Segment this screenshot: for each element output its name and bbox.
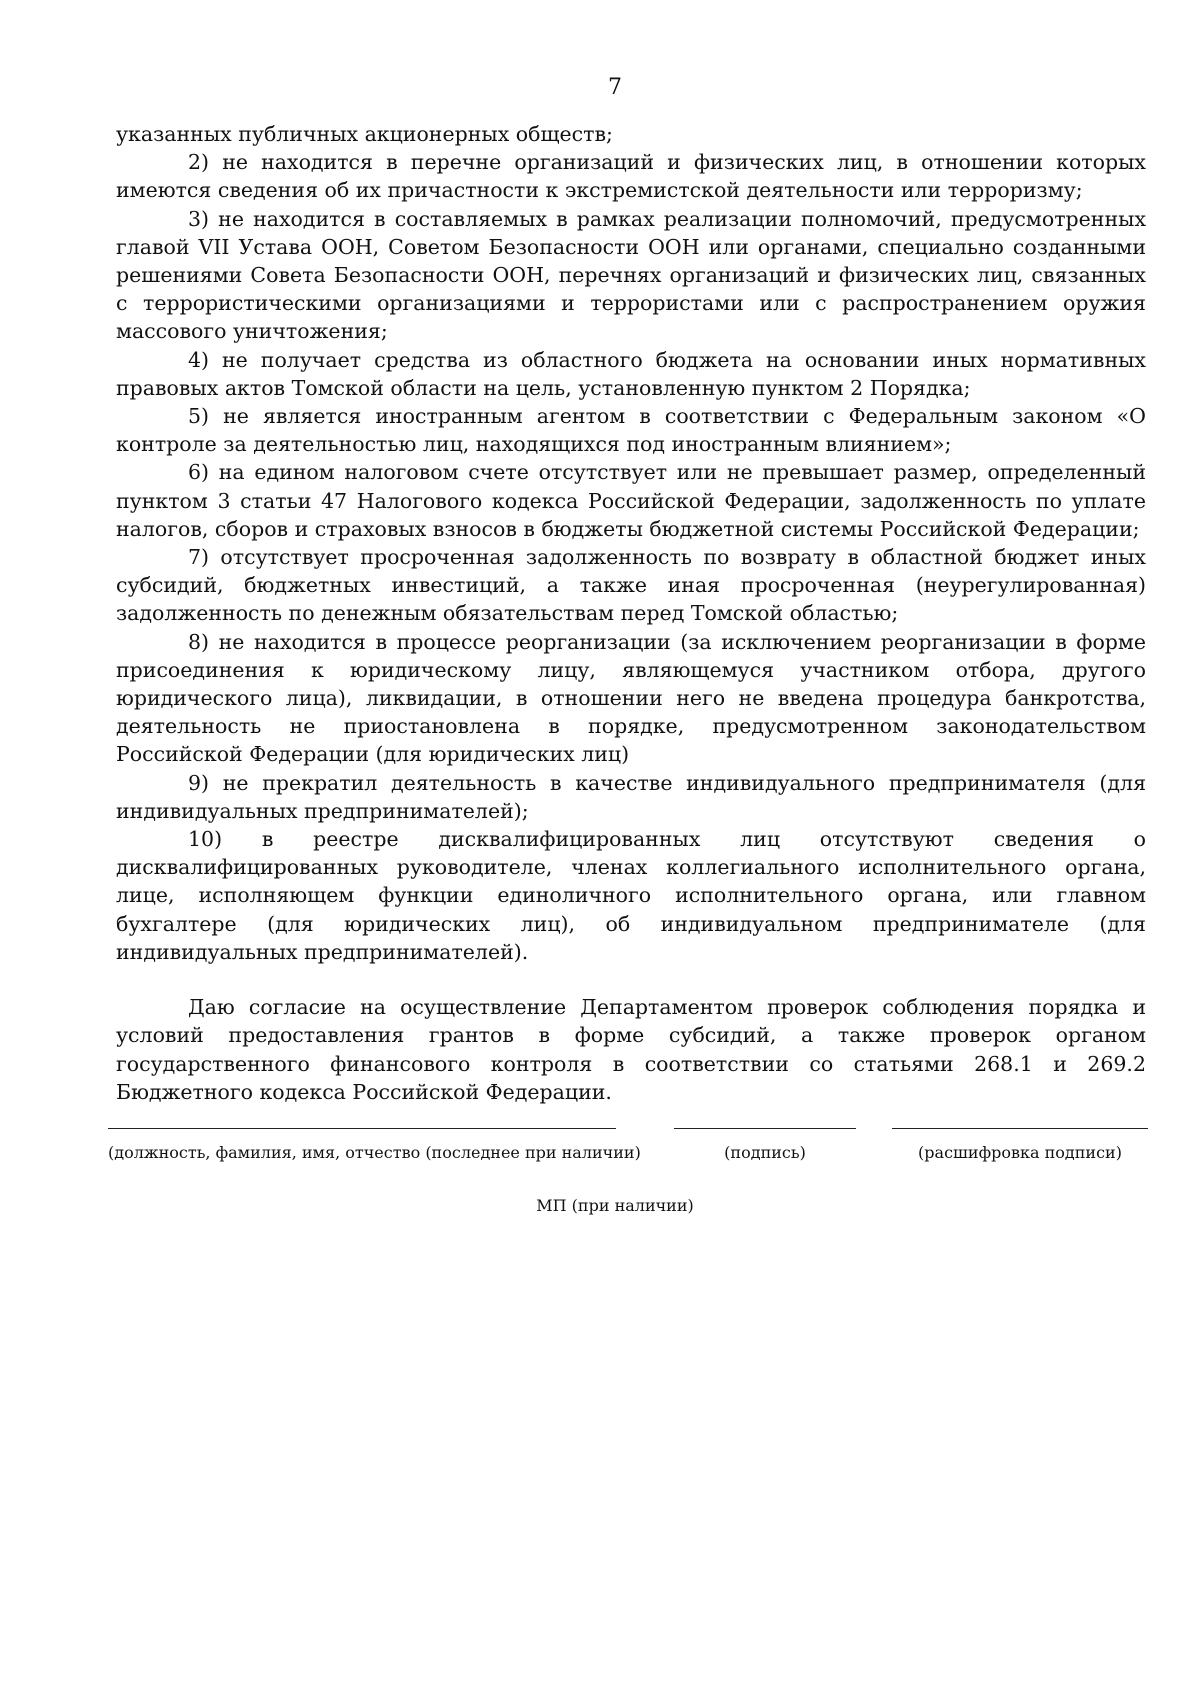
- paragraph-item-3: 3) не находится в составляемых в рамках реализации полномочий, предусмотренных главой VII Устава ООН, Советом Безопасности ООН или органами, специально созданными решениями Совета Безопасности ООН, перечнях организаций и физических лиц, связанных с террористическими организациями и террористами или с распространением оружия массового уничтожения;: [116, 206, 1146, 344]
- page-number: 7: [608, 75, 622, 100]
- position-label: (должность, фамилия, имя, отчество (последнее при наличии): [108, 1143, 641, 1162]
- paragraph-item-9: 9) не прекратил деятельность в качестве индивидуального предпринимателя (для индивидуальных предпринимателей);: [116, 770, 1146, 823]
- paragraph-item-8: 8) не находится в процессе реорганизации (за исключением реорганизации в форме присоединения к юридическому лицу, являющемуся участником отбора, другого юридического лица), ликвидации, в отношении него не введена процедура банкротства, деятельность не приостановлена в порядке, предусмотренном законодательством Российской Федерации (для юридических лиц): [116, 629, 1146, 767]
- stamp-label: МП (при наличии): [536, 1196, 694, 1215]
- paragraph-item-5: 5) не является иностранным агентом в соответствии с Федеральным законом «О контроле за деятельностью лиц, находящихся под иностранным влиянием»;: [116, 404, 1146, 457]
- paragraph-item-7: 7) отсутствует просроченная задолженность по возврату в областной бюджет иных субсидий, бюджетных инвестиций, а также иная просроченная (неурегулированная) задолженность по денежным обязательствам перед Томской областью;: [116, 545, 1146, 626]
- position-line: [108, 1128, 616, 1129]
- consent-paragraph: Даю согласие на осуществление Департаментом проверок соблюдения порядка и условий предоставления грантов в форме субсидий, а также проверок органом государственного финансового контроля в соответствии со статьями 268.1 и 269.2 Бюджетного кодекса Российской Федерации.: [116, 995, 1146, 1104]
- decoding-label: (расшифровка подписи): [918, 1143, 1122, 1162]
- paragraph-item-4: 4) не получает средства из областного бюджета на основании иных нормативных правовых актов Томской области на цель, установленную пунктом 2 Порядка;: [116, 347, 1146, 400]
- signature-lines: [0, 1128, 1200, 1130]
- decoding-line: [892, 1128, 1148, 1129]
- paragraph-item-6: 6) на едином налоговом счете отсутствует или не превышает размер, определенный пунктом 3 статьи 47 Налогового кодекса Российской Федерации, задолженность по уплате налогов, сборов и страховых взносов в бюджеты бюджетной системы Российской Федерации;: [116, 460, 1146, 541]
- paragraph-item-2: 2) не находится в перечне организаций и физических лиц, в отношении которых имеются сведения об их причастности к экстремистской деятельности или терроризму;: [116, 150, 1146, 203]
- paragraph-item-10: 10) в реестре дисквалифицированных лиц отсутствуют сведения о дисквалифицированных руководителе, членах коллегиального исполнительного органа, лице, исполняющем функции единоличного исполнительного органа, или главном бухгалтере (для юридических лиц), об индивидуальном предпринимателе (для индивидуальных предпринимателей).: [116, 827, 1146, 964]
- paragraph-continuation: указанных публичных акционерных обществ;: [116, 122, 613, 146]
- signature-line: [674, 1128, 856, 1129]
- signature-label: (подпись): [724, 1143, 806, 1162]
- document-body: [116, 120, 1146, 1106]
